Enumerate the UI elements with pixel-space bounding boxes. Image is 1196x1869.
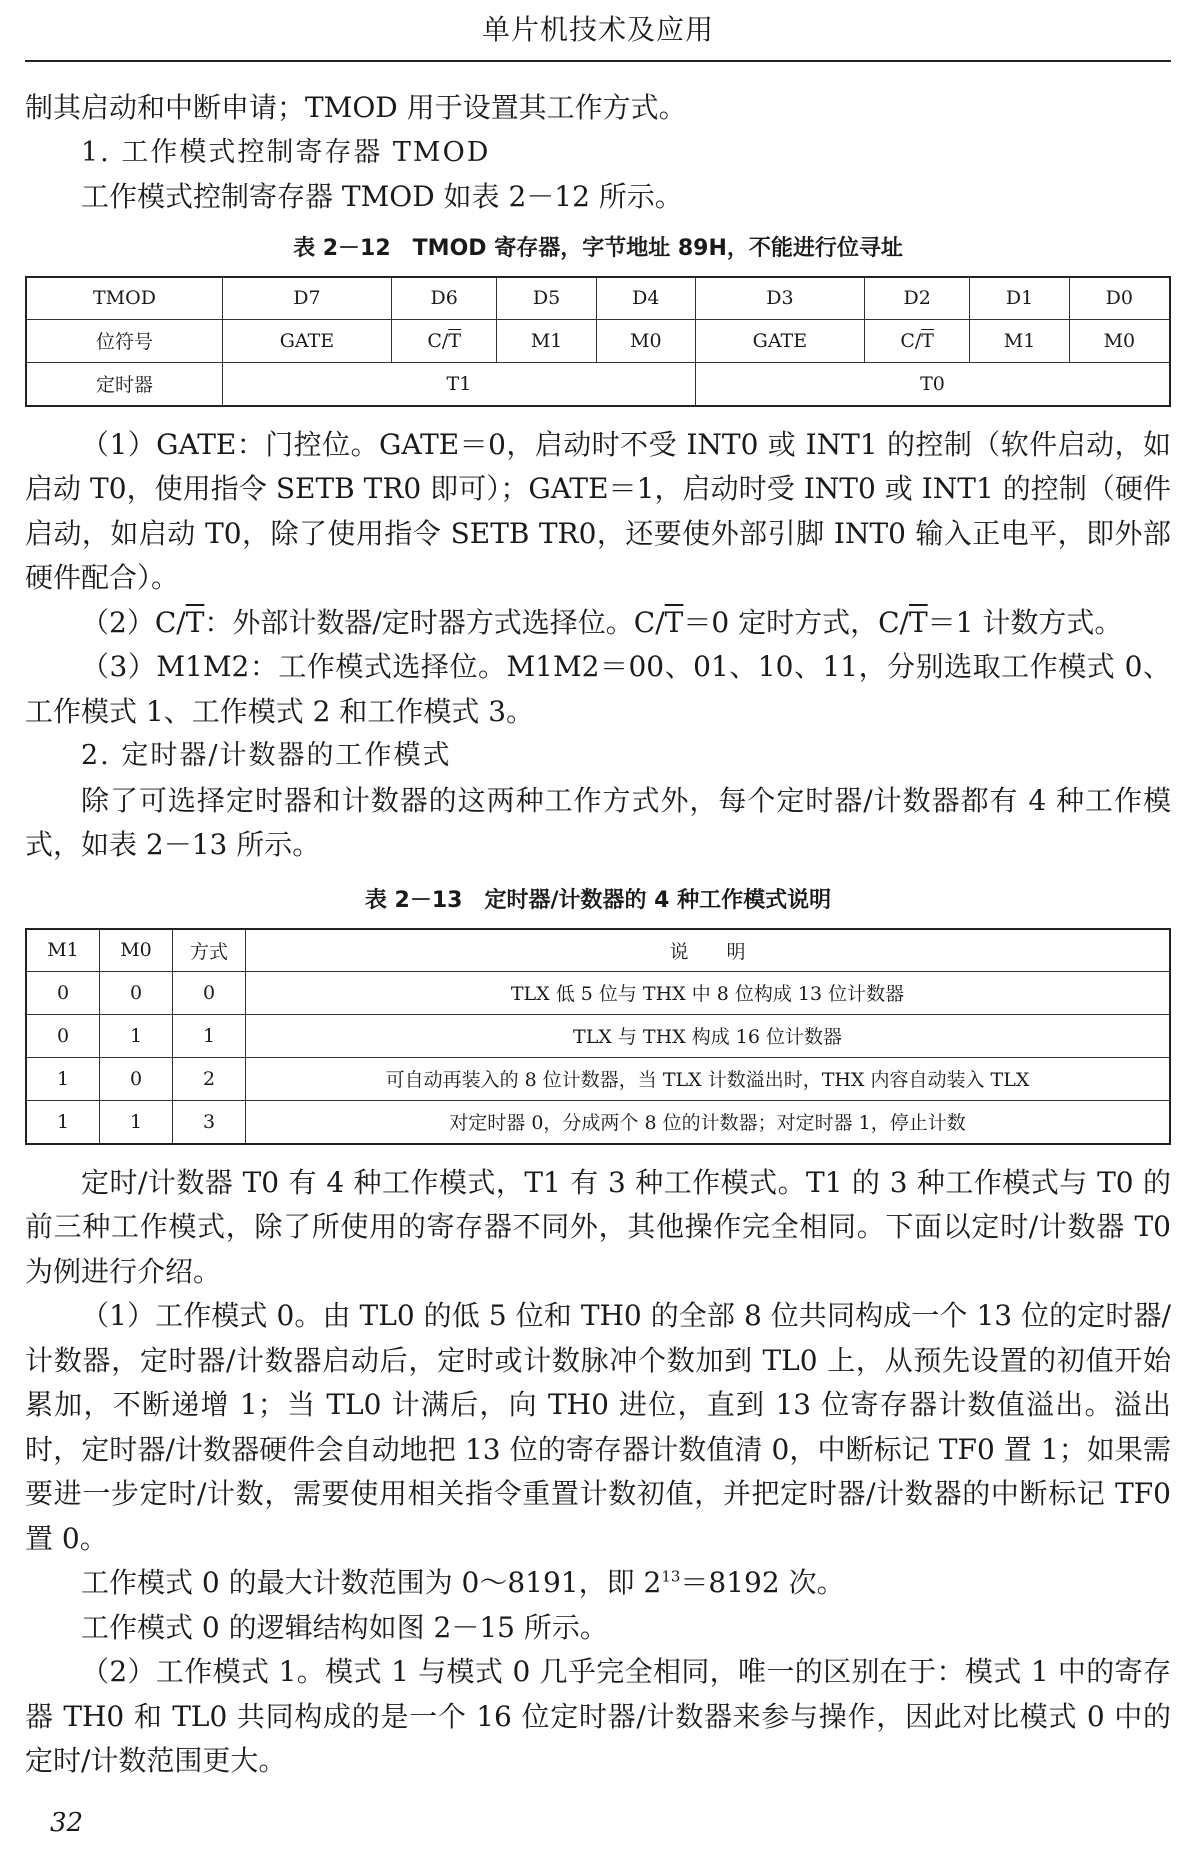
text-run-overline: $\overline{T}$ bbox=[664, 605, 684, 639]
m1m2-paragraph: （3）M1M2：工作模式选择位。M1M2＝00、01、10、11，分别选取工作模式 0、工作模式 1、工作模式 2 和工作模式 3。 bbox=[25, 650, 1171, 728]
mode1-paragraph: （2）工作模式 1。模式 1 与模式 0 几乎完全相同，唯一的区别在于：模式 1 中的寄存器 TH0 和 TL0 共同构成的是一个 16 位定时器/计数器来参与操作，因此对比模式 0 中的定时/计数范围更大。 bbox=[25, 1655, 1171, 1777]
page-number: 32 bbox=[50, 1808, 84, 1838]
table-cell: 1 bbox=[26, 1100, 100, 1144]
table-cell: D0 bbox=[1069, 277, 1170, 320]
table-cell: TLX 低 5 位与 THX 中 8 位构成 13 位计数器 bbox=[246, 971, 1171, 1014]
table-cell: 0 bbox=[26, 971, 100, 1014]
table-cell: 位符号 bbox=[26, 319, 222, 362]
table-cell: 2 bbox=[173, 1057, 246, 1100]
table-cell bbox=[864, 319, 970, 362]
table-row bbox=[26, 362, 1170, 406]
table-cell: D2 bbox=[864, 277, 970, 320]
table-2-12-caption: 表 2－12 TMOD 寄存器，字节地址 89H，不能进行位寻址 bbox=[293, 235, 903, 261]
table-cell: M1 bbox=[497, 319, 596, 362]
table-cell: D7 bbox=[222, 277, 391, 320]
table-cell: 可自动再装入的 8 位计数器，当 TLX 计数溢出时，THX 内容自动装入 TLX bbox=[246, 1057, 1171, 1100]
table-header-cell: 方式 bbox=[173, 929, 246, 972]
tmod-register-table bbox=[25, 276, 1171, 407]
table-cell: 0 bbox=[100, 1057, 173, 1100]
table-row bbox=[26, 1057, 1170, 1100]
text-run: ＝1 计数方式。 bbox=[927, 605, 1123, 639]
section-heading-modes: 2. 定时器/计数器的工作模式 bbox=[81, 740, 452, 771]
text-run: 工作模式 0 的最大计数范围为 0～8191，即 2 bbox=[81, 1566, 662, 1599]
mode0-paragraph: （1）工作模式 0。由 TL0 的低 5 位和 TH0 的全部 8 位共同构成一个 13 位的定时器/计数器，定时器/计数器启动后，定时或计数脉冲个数加到 TL0 上，从预先设置的初值开始累加，不断递增 1；当 TL0 计满后，向 TH0 进位，直到 13 位寄存器计数值溢出。溢出时，定时器/计数器硬件会自动地把 13 位的寄存器计数值清 0，中断标记 TF0 置 1；如果需要进一步定时/计数，需要使用相关指令重置计数初值，并把定时器/计数器的中断标记 TF0 置 0。 bbox=[25, 1299, 1171, 1555]
ct-prefix: C/ bbox=[427, 329, 449, 352]
page-body bbox=[25, 86, 1171, 1784]
table-cell: D1 bbox=[970, 277, 1069, 320]
table-row bbox=[26, 929, 1170, 972]
table-cell: 1 bbox=[100, 1100, 173, 1144]
table-cell: D6 bbox=[391, 277, 497, 320]
table-header-cell: 说 明 bbox=[246, 929, 1171, 972]
modes-paragraph: 除了可选择定时器和计数器的这两种工作方式外，每个定时器/计数器都有 4 种工作模式，如表 2－13 所示。 bbox=[25, 783, 1171, 861]
ct-overline: $\overline{T}$ bbox=[921, 329, 934, 352]
ct-paragraph bbox=[25, 601, 1171, 646]
table-cell: T1 bbox=[222, 362, 695, 406]
work-modes-table bbox=[25, 928, 1171, 1145]
t0-t1-paragraph: 定时/计数器 T0 有 4 种工作模式，T1 有 3 种工作模式。T1 的 3 种工作模式与 T0 的前三种工作模式，除了所使用的寄存器不同外，其他操作完全相同。下面以定时/计数器 T0 为例进行介绍。 bbox=[25, 1165, 1171, 1288]
text-run: ＝8192 次。 bbox=[680, 1566, 845, 1599]
table-cell: 1 bbox=[100, 1014, 173, 1057]
superscript: 13 bbox=[661, 1567, 681, 1586]
table-cell: 0 bbox=[100, 971, 173, 1014]
table-cell: M1 bbox=[970, 319, 1069, 362]
table-cell: M0 bbox=[1069, 319, 1170, 362]
table-row bbox=[26, 1100, 1170, 1144]
ct-overline: $\overline{T}$ bbox=[448, 329, 461, 352]
text-run-overline: $\overline{T}$ bbox=[908, 605, 928, 639]
gate-paragraph: （1）GATE：门控位。GATE＝0，启动时不受 INT0 或 INT1 的控制（软件启动，如启动 T0，使用指令 SETB TR0 即可）；GATE＝1，启动时受 INT0 或 INT1 的控制（硬件启动，如启动 T0，除了使用指令 SETB TR0，还要使外部引脚 INT0 输入正电平，即外部硬件配合）。 bbox=[25, 427, 1171, 594]
section-heading-tmod: 1. 工作模式控制寄存器 TMOD bbox=[81, 136, 491, 168]
table-cell: 0 bbox=[26, 1014, 100, 1057]
table-cell: GATE bbox=[222, 319, 391, 362]
table-cell: M0 bbox=[596, 319, 695, 362]
table-cell: GATE bbox=[695, 319, 864, 362]
ct-prefix: C/ bbox=[900, 329, 922, 352]
table-row bbox=[26, 277, 1170, 320]
table-cell: 3 bbox=[173, 1100, 246, 1144]
text-run: ＝0 定时方式，C/ bbox=[683, 605, 909, 639]
table-cell: 0 bbox=[173, 971, 246, 1014]
text-run: ：外部计数器/定时器方式选择位。C/ bbox=[204, 605, 665, 639]
mode0-range-paragraph bbox=[25, 1561, 1171, 1606]
table-cell: T0 bbox=[695, 362, 1170, 406]
table-row bbox=[26, 1014, 1170, 1057]
tmod-reference-paragraph: 工作模式控制寄存器 TMOD 如表 2－12 所示。 bbox=[81, 180, 683, 213]
table-row bbox=[26, 971, 1170, 1014]
table-header-cell: M0 bbox=[100, 929, 173, 972]
table-row bbox=[26, 319, 1170, 362]
text-run-overline: $\overline{T}$ bbox=[185, 605, 205, 639]
table-cell: D5 bbox=[497, 277, 596, 320]
table-cell: TLX 与 THX 构成 16 位计数器 bbox=[246, 1014, 1171, 1057]
table-2-13-caption: 表 2－13 定时器/计数器的 4 种工作模式说明 bbox=[364, 887, 832, 913]
table-cell: D3 bbox=[695, 277, 864, 320]
text-run: （2）C/ bbox=[81, 605, 186, 639]
table-cell: 1 bbox=[26, 1057, 100, 1100]
table-cell: 1 bbox=[173, 1014, 246, 1057]
table-cell: 对定时器 0，分成两个 8 位的计数器；对定时器 1，停止计数 bbox=[246, 1100, 1171, 1144]
table-cell: TMOD bbox=[26, 277, 222, 320]
table-cell: D4 bbox=[596, 277, 695, 320]
running-header: 单片机技术及应用 bbox=[25, 0, 1171, 62]
figure-reference-paragraph: 工作模式 0 的逻辑结构如图 2－15 所示。 bbox=[81, 1610, 608, 1644]
table-cell: 定时器 bbox=[26, 362, 222, 406]
table-header-cell: M1 bbox=[26, 929, 100, 972]
intro-paragraph: 制其启动和中断申请；TMOD 用于设置其工作方式。 bbox=[25, 91, 687, 124]
table-cell bbox=[391, 319, 497, 362]
